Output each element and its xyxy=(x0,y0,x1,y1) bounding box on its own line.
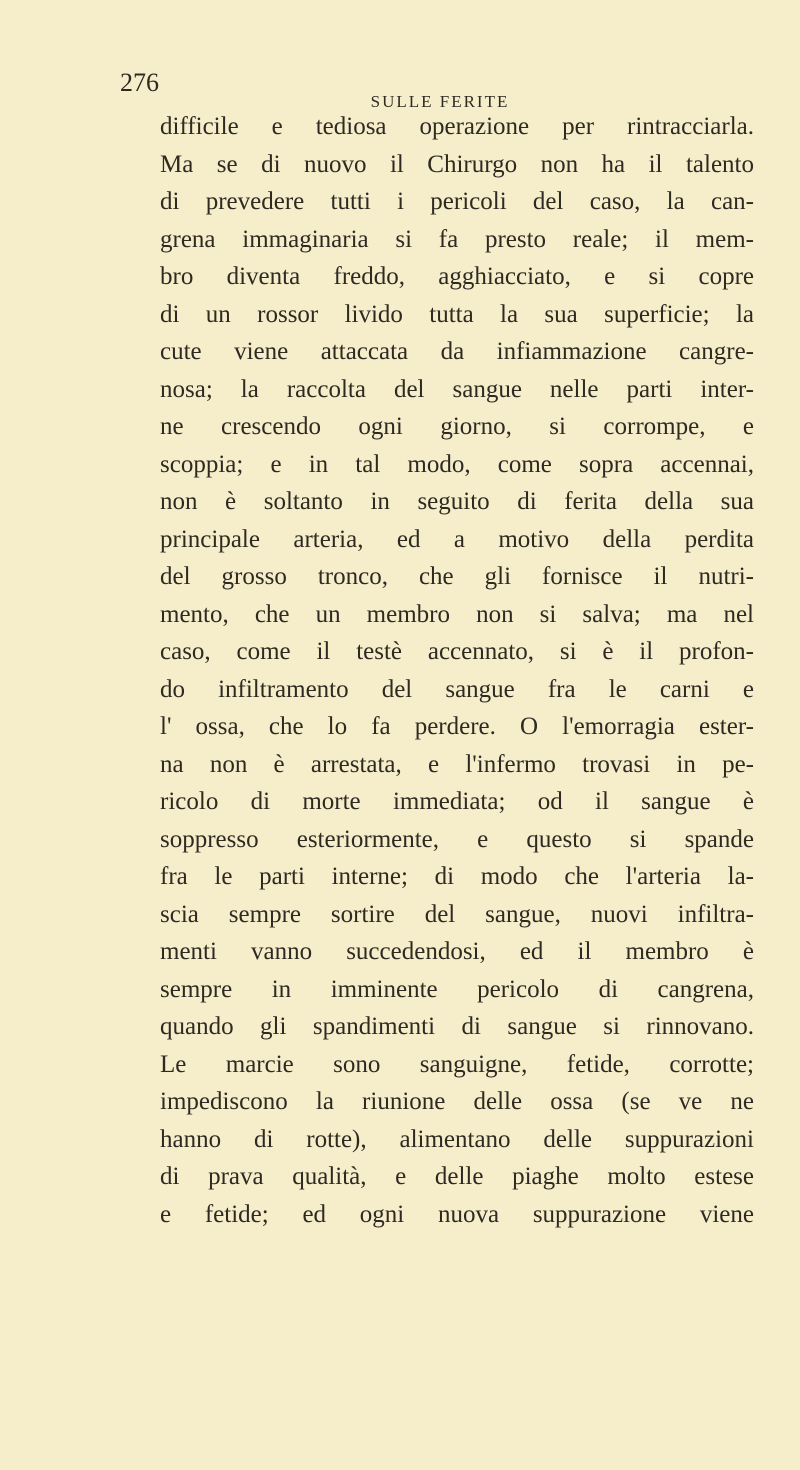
text-line: cute viene attaccata da infiammazione cangre- xyxy=(160,338,754,365)
text-line: na non è arrestata, e l'infermo trovasi in pe- xyxy=(160,750,754,778)
text-line: Le marcie sono sanguigne, fetide, corrotte; xyxy=(160,1050,754,1078)
text-line: scia sempre sortire del sangue, nuovi infiltra- xyxy=(160,900,754,928)
text-line: ne crescendo ogni giorno, si corrompe, e xyxy=(160,413,754,440)
text-line: difficile e tediosa operazione per rintracciarla. xyxy=(160,113,754,140)
text-line: grena immaginaria si fa presto reale; il mem- xyxy=(160,225,754,253)
text-line: fra le parti interne; di modo che l'arteria la- xyxy=(160,863,754,890)
text-line: e fetide; ed ogni nuova suppurazione viene xyxy=(160,1200,754,1228)
text-line: di prava qualità, e delle piaghe molto estese xyxy=(160,1163,754,1190)
text-line: soppresso esteriormente, e questo si spande xyxy=(160,825,754,853)
running-header: SULLE FERITE xyxy=(370,92,510,111)
body-text xyxy=(160,108,754,1233)
text-line: nosa; la raccolta del sangue nelle parti inter- xyxy=(160,375,754,403)
text-line: l' ossa, che lo fa perdere. O l'emorragia ester- xyxy=(160,713,754,740)
text-line: bro diventa freddo, agghiacciato, e si copre xyxy=(160,263,754,290)
text-line: scoppia; e in tal modo, come sopra accennai, xyxy=(160,450,754,478)
text-line: mento, che un membro non si salva; ma nel xyxy=(160,600,754,628)
text-line: di un rossor livido tutta la sua superficie; la xyxy=(160,300,754,328)
text-line: quando gli spandimenti di sangue si rinnovano. xyxy=(160,1013,754,1040)
text-line: menti vanno succedendosi, ed il membro è xyxy=(160,938,754,965)
text-line: ricolo di morte immediata; od il sangue è xyxy=(160,788,754,815)
text-line: Ma se di nuovo il Chirurgo non ha il talento xyxy=(160,150,754,178)
text-line: hanno di rotte), alimentano delle suppurazioni xyxy=(160,1125,754,1153)
text-line: impediscono la riunione delle ossa (se ve ne xyxy=(160,1088,754,1115)
text-line: di prevedere tutti i pericoli del caso, la can- xyxy=(160,188,754,215)
page-number: 276 xyxy=(120,68,159,97)
text-line: caso, come il testè accennato, si è il profon- xyxy=(160,638,754,665)
text-line: sempre in imminente pericolo di cangrena, xyxy=(160,975,754,1003)
text-line: non è soltanto in seguito di ferita della sua xyxy=(160,488,754,515)
text-line: del grosso tronco, che gli fornisce il nutri- xyxy=(160,563,754,590)
text-line: do infiltramento del sangue fra le carni e xyxy=(160,675,754,703)
text-line: principale arteria, ed a motivo della perdita xyxy=(160,525,754,553)
